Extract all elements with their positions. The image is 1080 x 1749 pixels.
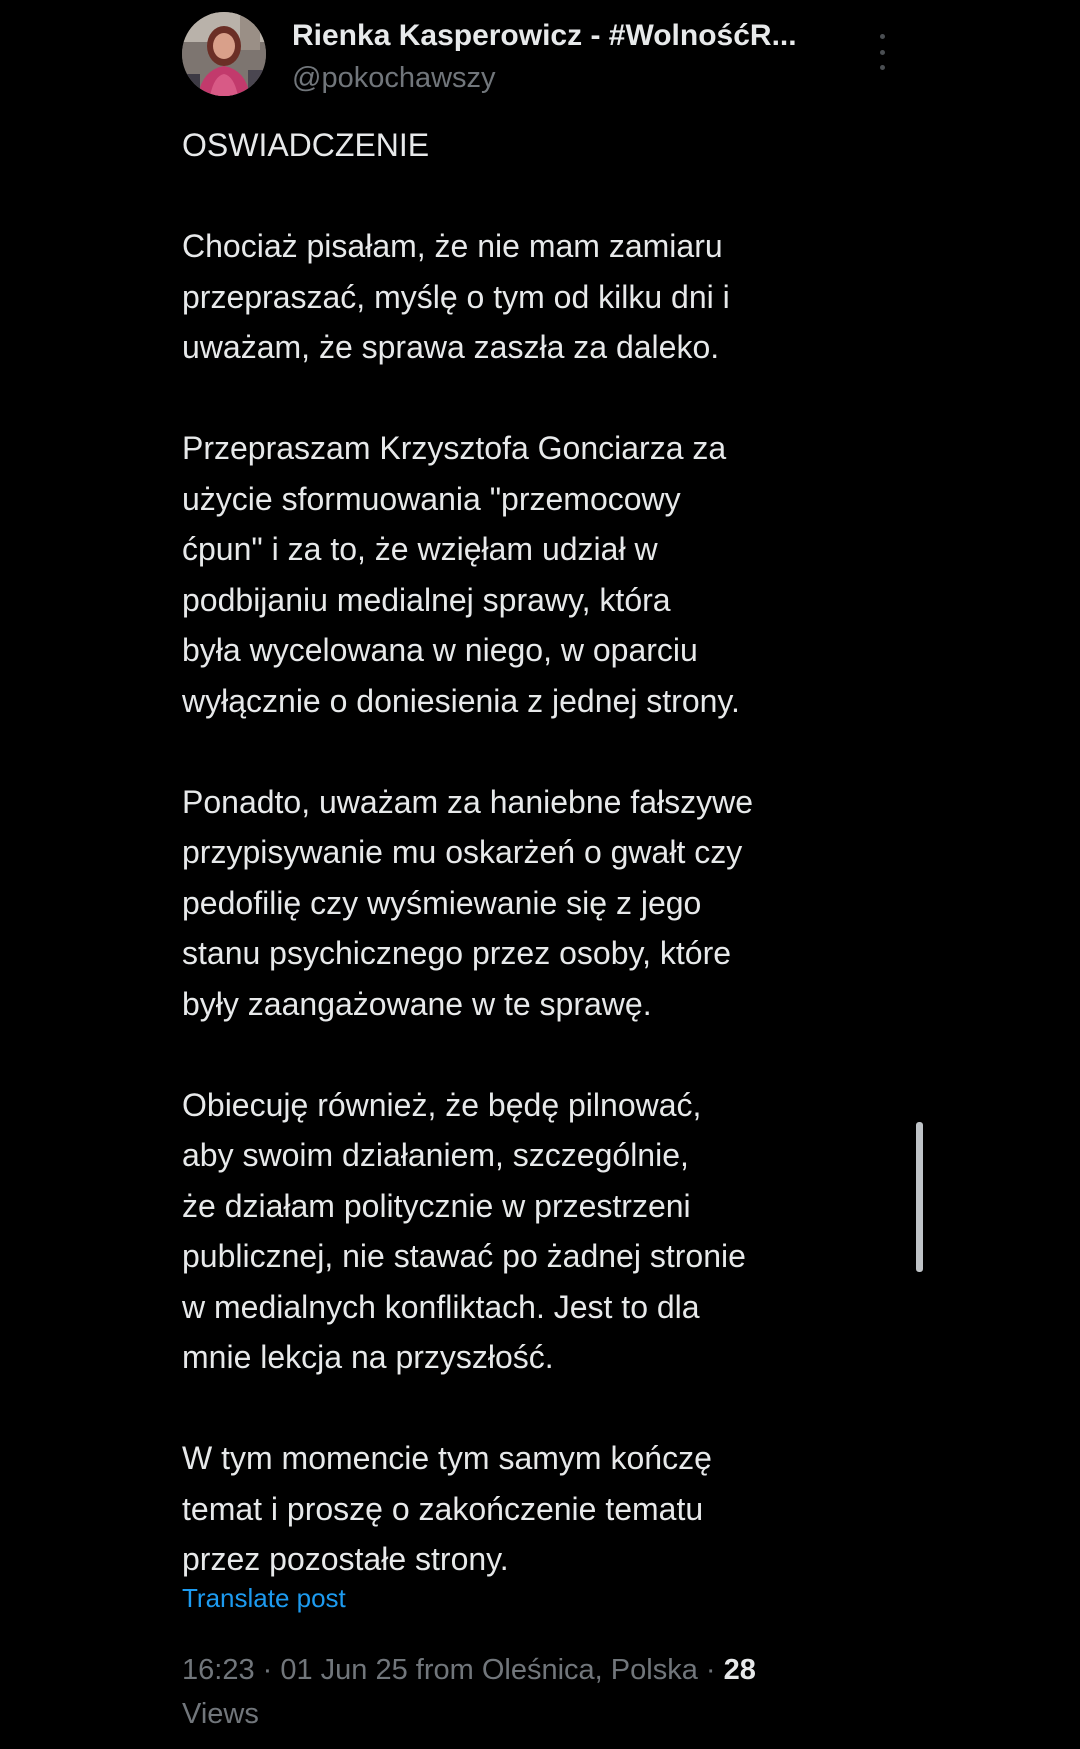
post-paragraph: Chociaż pisałam, że nie mam zamiaru przepraszać, myślę o tym od kilku dni i uważam, że sprawa zaszła za daleko. xyxy=(182,228,730,365)
post-paragraph: Obiecuję również, że będę pilnować, aby swoim działaniem, szczególnie, że działam politycznie w przestrzeni publicznej, nie stawać po żadnej stronie w medialnych konfliktach. Jest to dla mnie lekcja na przyszłość. xyxy=(182,1086,746,1375)
scrollbar-thumb[interactable] xyxy=(916,1122,923,1272)
post-header xyxy=(182,12,922,102)
post-paragraph: Przepraszam Krzysztofa Gonciarza za użycie sformuowania "przemocowy ćpun" i za to, że wzięłam udział w podbijaniu medialnej sprawy, która była wycelowana w niego, w oparciu wyłącznie o doniesienia z jednej strony. xyxy=(182,430,740,719)
post-timestamp[interactable]: 16:23 · 01 Jun 25 from Oleśnica, Polska · xyxy=(182,1654,724,1686)
translate-post-link[interactable]: Translate post xyxy=(182,1583,346,1613)
post-paragraph: W tym momencie tym samym kończę temat i proszę o zakończenie tematu przez pozostałe strony. xyxy=(182,1440,712,1577)
author-handle[interactable]: @pokochawszy xyxy=(292,62,496,94)
post-metadata xyxy=(182,1648,882,1736)
profile-photo-icon xyxy=(182,12,266,96)
avatar[interactable] xyxy=(182,12,266,96)
views-count: 28 xyxy=(723,1654,756,1686)
post-paragraph: Ponadto, uważam za haniebne fałszywe przypisywanie mu oskarżeń o gwałt czy pedofilię czy wyśmiewanie się z jego stanu psychicznego przez osoby, które były zaangażowane w te sprawę. xyxy=(182,783,754,1022)
post-paragraph-title: OSWIADCZENIE xyxy=(182,127,430,163)
author-display-name[interactable]: Rienka Kasperowicz - #WolnośćR... xyxy=(292,19,797,52)
post-text xyxy=(182,120,912,1585)
views-label: Views xyxy=(182,1698,259,1730)
more-vertical-icon[interactable] xyxy=(870,34,894,70)
